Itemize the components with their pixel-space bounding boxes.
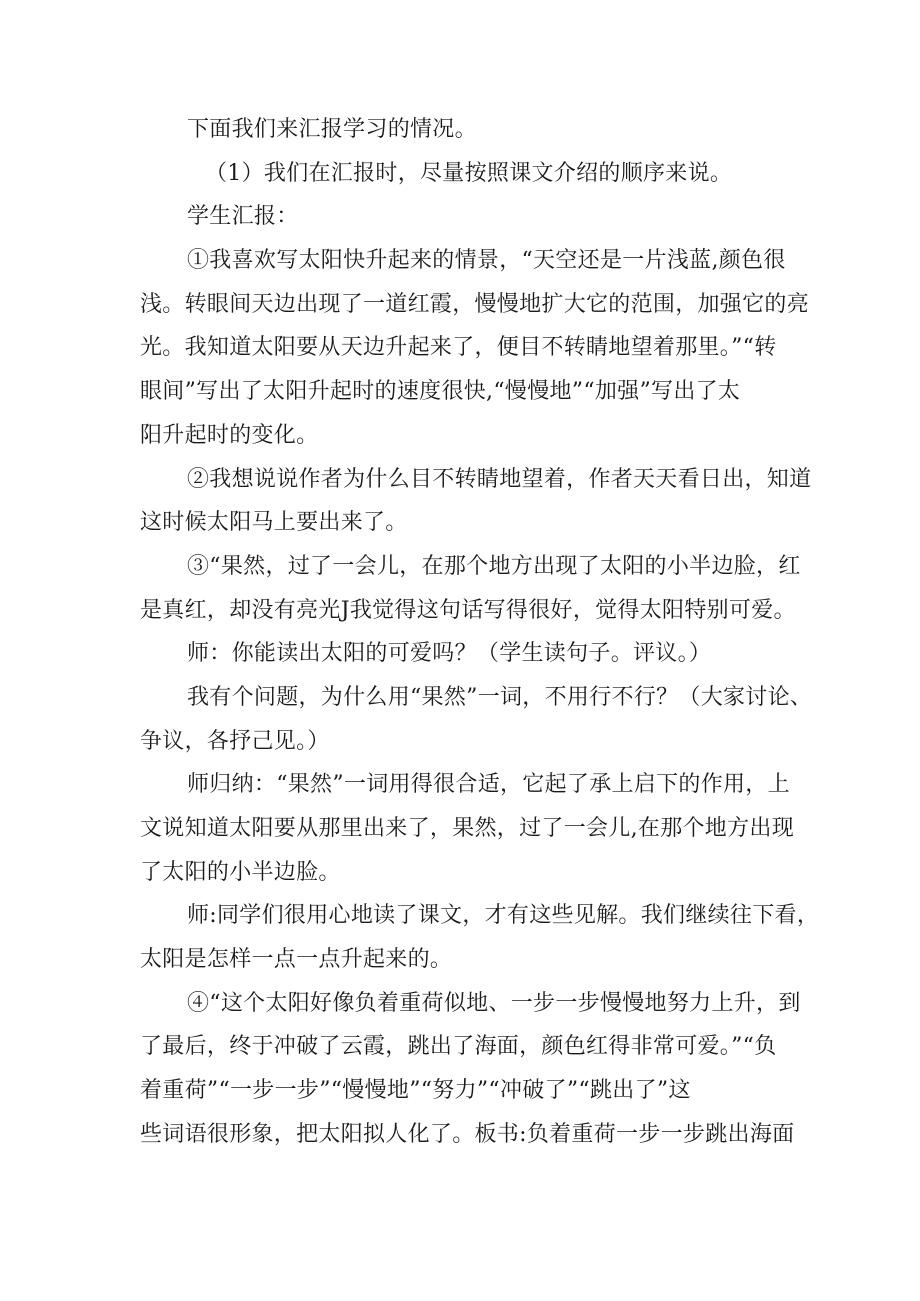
text-line: 学生汇报： (187, 204, 299, 230)
text-line: 是真红，却没有亮光J我觉得这句话写得很好，觉得太阳特别可爱。 (140, 597, 796, 623)
text-line: 争议，各抒己见。） (140, 728, 330, 754)
text-line: 些词语很形象，把太阳拟人化了。板书:负着重荷一步一步跳出海面 (140, 1121, 795, 1147)
text-line: 光。我知道太阳要从天边升起来了，便目不转睛地望着那里。”“转 (140, 335, 777, 361)
text-line: 我有个问题，为什么用“果然”一词，不用行不行？（大家讨论、 (187, 684, 813, 710)
text-line: 文说知道太阳要从那里出来了，果然，过了一会儿,在那个地方出现 (140, 816, 794, 841)
text-line: 眼间”写出了太阳升起时的速度很快,“慢慢地”“加强”写出了太 (140, 379, 741, 405)
text-line: 浅。转眼间天边出现了一道红霞，慢慢地扩大它的范围，加强它的亮 (140, 291, 810, 317)
text-line: 了太阳的小半边脸。 (140, 859, 341, 885)
text-line: 阳升起时的变化。 (140, 422, 319, 448)
text-line: ④“这个太阳好像负着重荷似地、一步一步慢慢地努力上升，到 (187, 990, 801, 1016)
document-page (140, 108, 820, 1157)
text-line: 师：你能读出太阳的可爱吗？（学生读句子。评议。） (187, 641, 712, 667)
text-line: 师:同学们很用心地读了课文，才有这些见解。我们继续往下看， (187, 903, 820, 929)
text-line: （1）我们在汇报时，尽量按照课文介绍的顺序来说。 (205, 160, 733, 186)
text-line: 太阳是怎样一点一点升起来的。 (140, 947, 453, 973)
text-line: ②我想说说作者为什么目不转睛地望着，作者天天看日出，知道 (187, 466, 812, 492)
text-line: ③“果然，过了一会儿，在那个地方出现了太阳的小半边脸，红 (187, 553, 801, 579)
text-line: 了最后，终于冲破了云霞，跳出了海面，颜色红得非常可爱。”“负 (140, 1034, 777, 1060)
text-line: ①我喜欢写太阳快升起来的情景，“天空还是一片浅蓝,颜色很 (187, 248, 786, 274)
text-line: 着重荷”“一步一步”“慢慢地”“努力”“冲破了”“跳出了”这 (140, 1078, 691, 1104)
text-line: 师归纳：“果然”一词用得很合适，它起了承上启下的作用，上 (187, 772, 790, 798)
text-line: 下面我们来汇报学习的情况。 (187, 117, 477, 142)
text-line: 这时候太阳马上要出来了。 (140, 510, 408, 536)
